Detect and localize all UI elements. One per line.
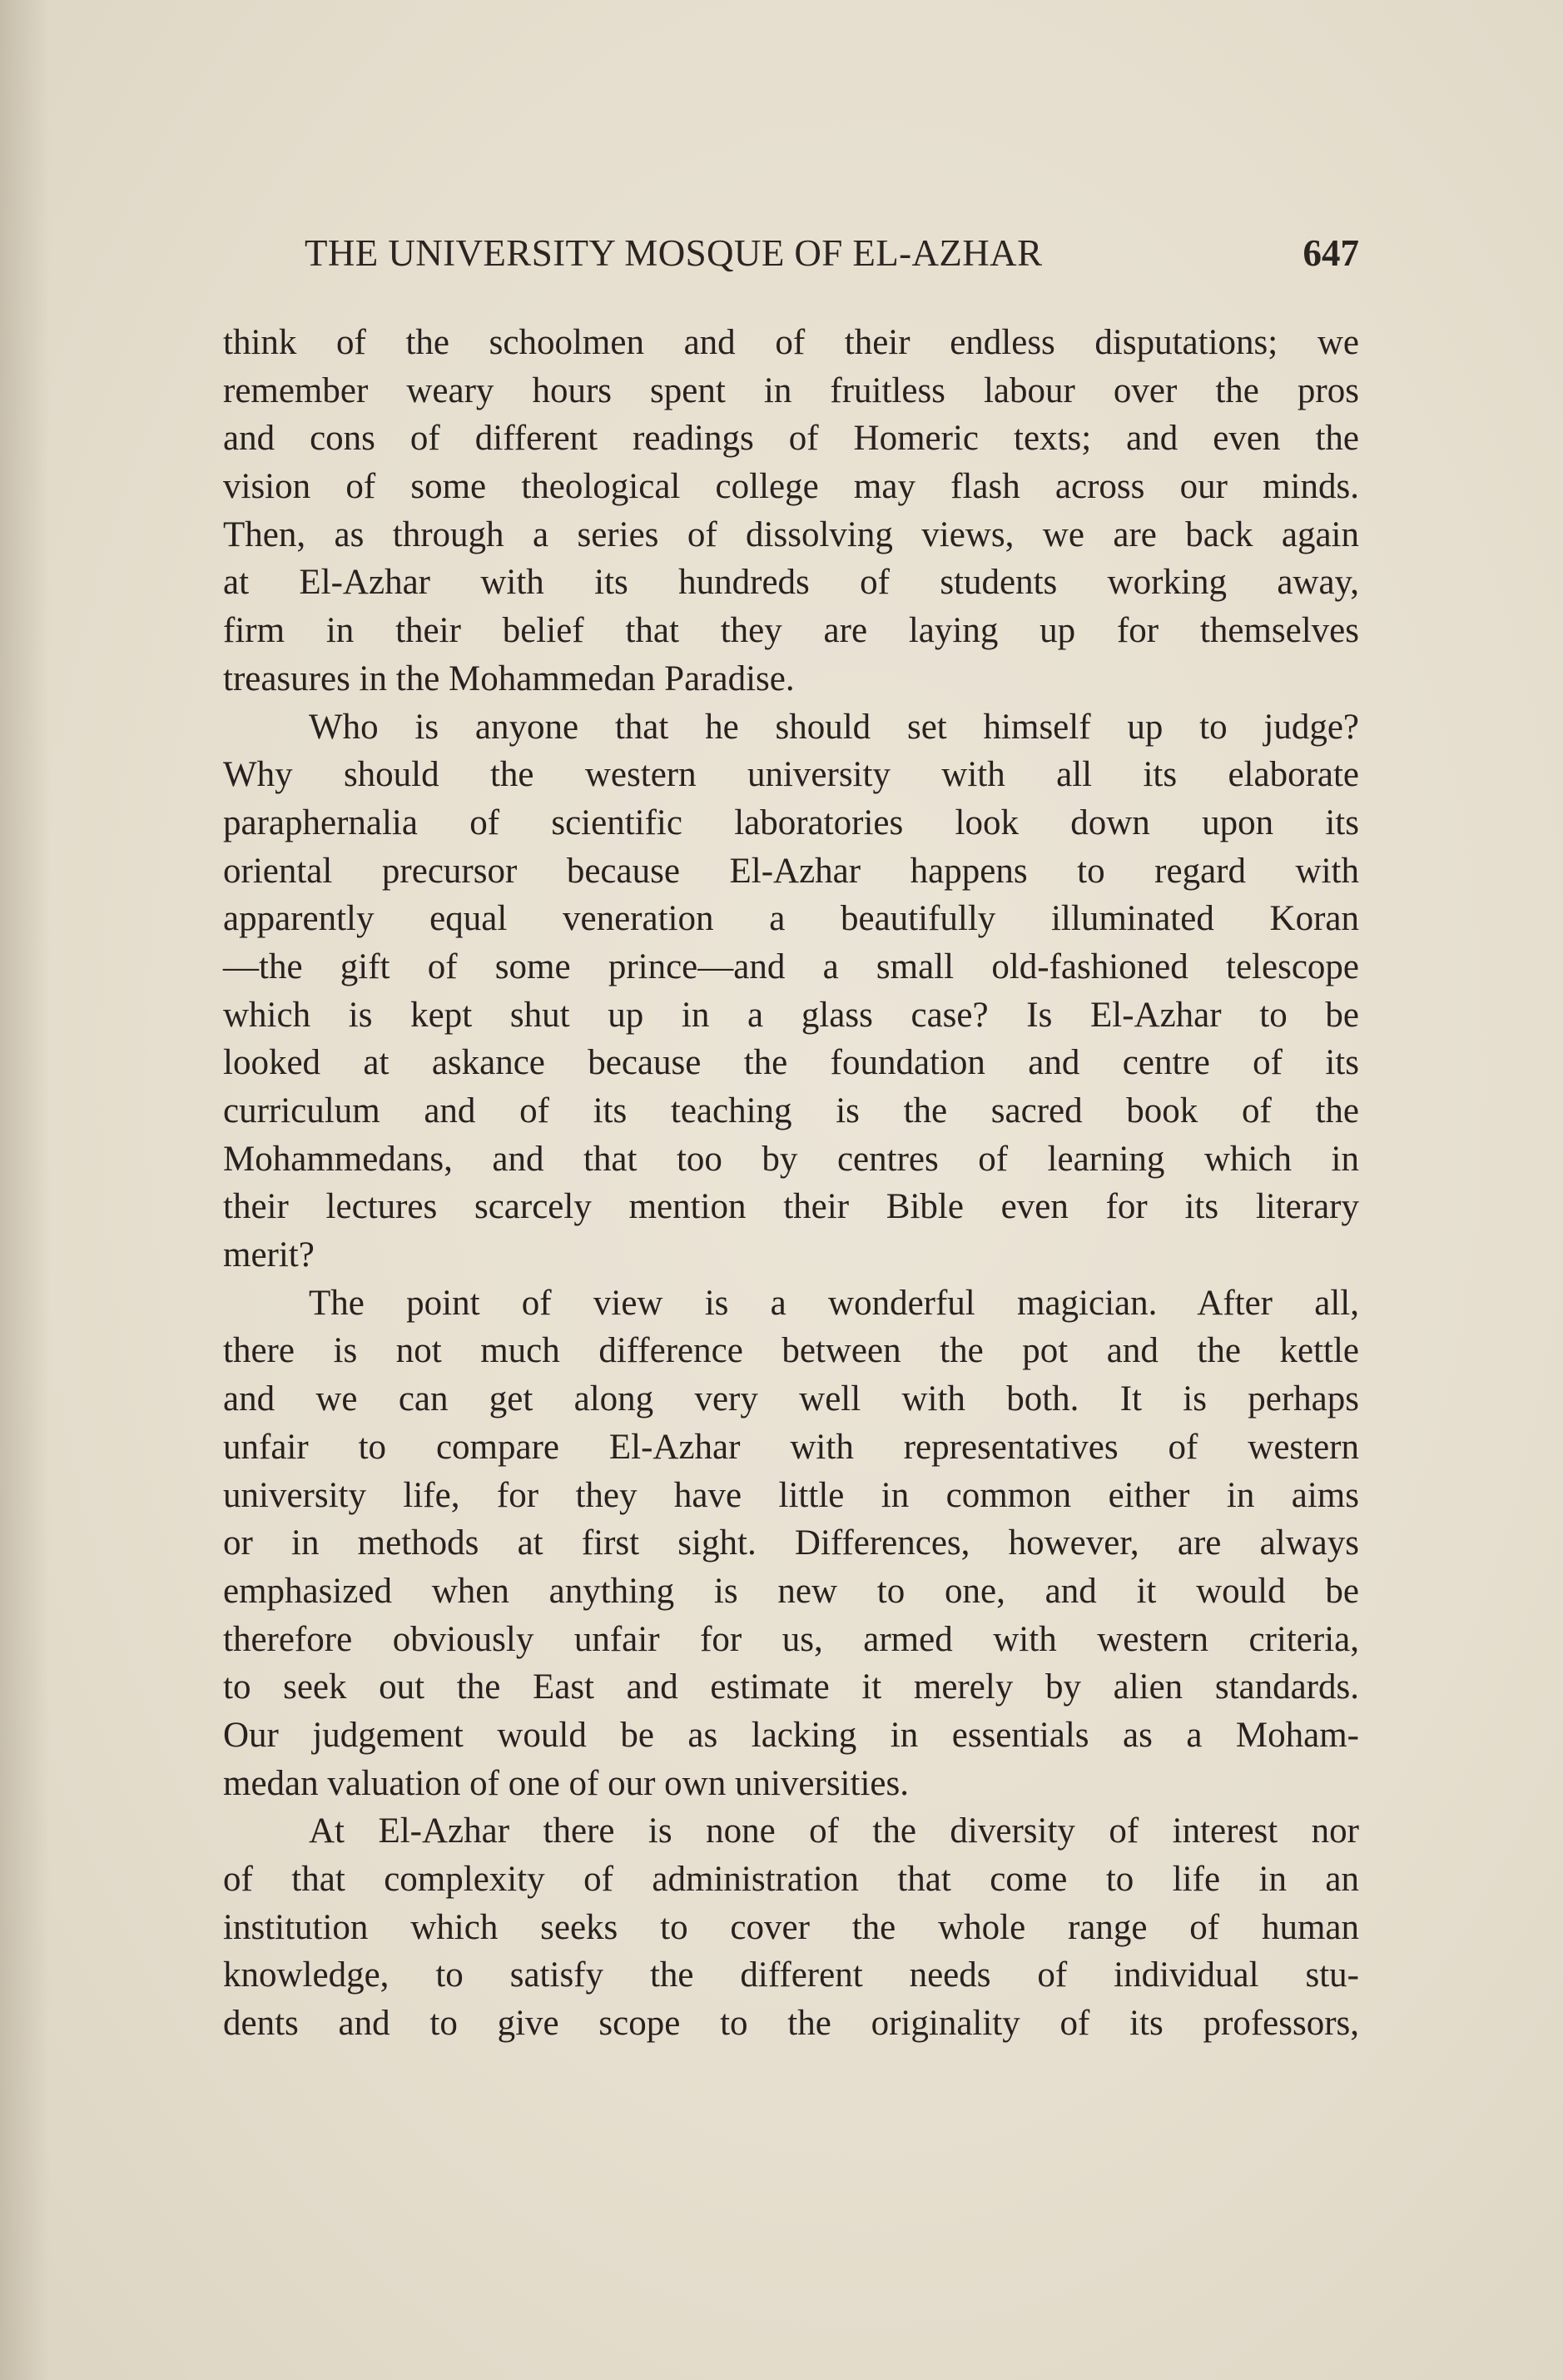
- text-line: institution which seeks to cover the whole range of human: [223, 1907, 1359, 1947]
- text-line: Why should the western university with all its elaborate: [223, 755, 1359, 795]
- text-line: Our judgement would be as lacking in essentials as a Moham-: [223, 1715, 1359, 1755]
- text-line: and cons of different readings of Homeric texts; and even the: [223, 419, 1359, 459]
- text-line: therefore obviously unfair for us, armed with western criteria,: [223, 1619, 1359, 1659]
- text-line: their lectures scarcely mention their Bible even for its literary: [223, 1187, 1359, 1227]
- text-line: there is not much difference between the pot and the kettle: [223, 1331, 1359, 1371]
- text-line: to seek out the East and estimate it merely by alien standards.: [223, 1667, 1359, 1707]
- text-line: firm in their belief that they are laying up for themselves: [223, 611, 1359, 651]
- text-line: dents and to give scope to the originality of its professors,: [223, 2004, 1359, 2044]
- text-line: at El-Azhar with its hundreds of students working away,: [223, 563, 1359, 603]
- text-line: oriental precursor because El-Azhar happens to regard with: [223, 851, 1359, 891]
- text-line: and we can get along very well with both. It is perhaps: [223, 1379, 1359, 1419]
- text-line: or in methods at first sight. Differences, however, are always: [223, 1523, 1359, 1563]
- text-line: At El-Azhar there is none of the diversity of interest nor: [309, 1811, 1359, 1851]
- text-line: medan valuation of one of our own universities.: [223, 1763, 909, 1803]
- text-line: of that complexity of administration that come to life in an: [223, 1860, 1359, 1899]
- page-number: 647: [1302, 232, 1359, 274]
- text-line: looked at askance because the foundation and centre of its: [223, 1043, 1359, 1083]
- body-text: [223, 319, 1359, 2048]
- running-head-title: THE UNIVERSITY MOSQUE OF EL-AZHAR: [305, 232, 1043, 274]
- text-line: remember weary hours spent in fruitless labour over the pros: [223, 370, 1359, 410]
- page-gutter-shadow: [0, 0, 50, 2380]
- text-line: Who is anyone that he should set himself up to judge?: [309, 707, 1359, 747]
- text-line: which is kept shut up in a glass case? Is El-Azhar to be: [223, 995, 1359, 1035]
- text-line: unfair to compare El-Azhar with representatives of western: [223, 1427, 1359, 1467]
- text-line: emphasized when anything is new to one, and it would be: [223, 1571, 1359, 1611]
- text-line: apparently equal veneration a beautifully illuminated Koran: [223, 899, 1359, 939]
- text-line: —the gift of some prince—and a small old-fashioned telescope: [223, 947, 1359, 986]
- text-line: merit?: [223, 1235, 315, 1275]
- text-line: vision of some theological college may flash across our minds.: [223, 467, 1359, 507]
- text-line: paraphernalia of scientific laboratories look down upon its: [223, 802, 1359, 842]
- text-line: think of the schoolmen and of their endless disputations; we: [223, 323, 1359, 362]
- text-line: treasures in the Mohammedan Paradise.: [223, 658, 795, 698]
- text-line: Then, as through a series of dissolving views, we are back again: [223, 514, 1359, 554]
- text-line: The point of view is a wonderful magician. After all,: [309, 1283, 1359, 1323]
- text-line: knowledge, to satisfy the different needs of individual stu-: [223, 1955, 1359, 1995]
- text-line: curriculum and of its teaching is the sacred book of the: [223, 1091, 1359, 1130]
- running-head: [223, 223, 1359, 283]
- text-line: university life, for they have little in common either in aims: [223, 1475, 1359, 1515]
- text-line: Mohammedans, and that too by centres of learning which in: [223, 1139, 1359, 1179]
